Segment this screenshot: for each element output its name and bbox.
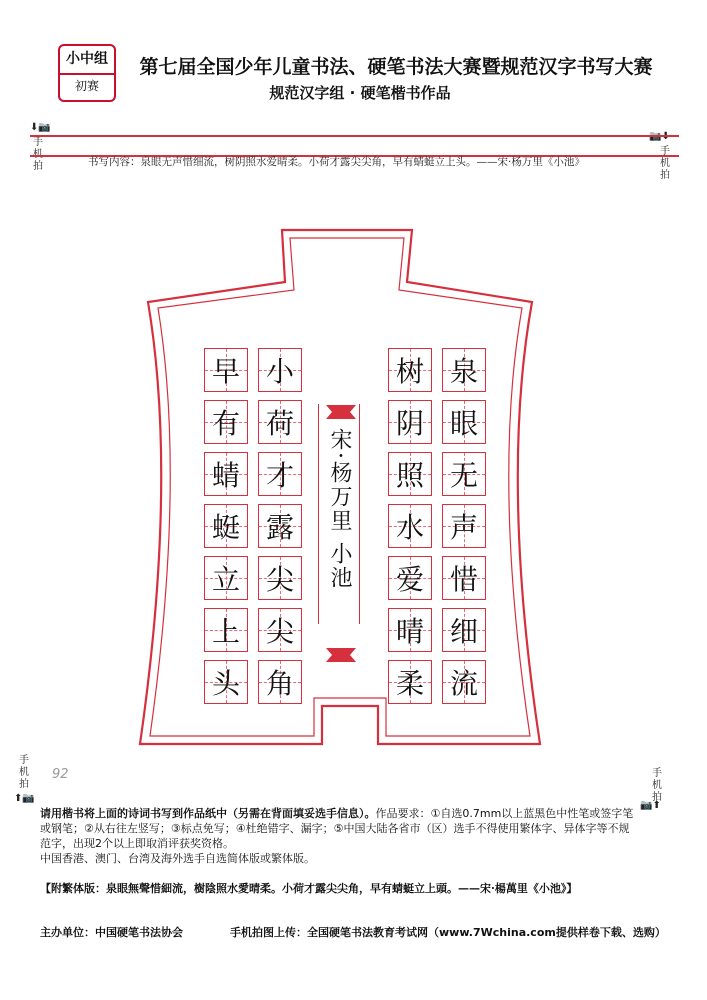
badge-group: 小中组 xyxy=(60,46,114,75)
left-grid xyxy=(204,348,302,704)
instructions-overseas: 中国香港、澳门、台湾及海外选手自选简体版或繁体版。 xyxy=(40,852,315,865)
camera-icon: 📷 xyxy=(649,131,662,142)
char-cell: 上 xyxy=(211,615,240,648)
group-badge xyxy=(58,44,116,102)
char-cell: 爱 xyxy=(395,563,424,596)
char-cell: 早 xyxy=(211,355,240,388)
side-label-bottom-left: 手机拍 xyxy=(19,755,29,790)
writing-content: 书写内容：泉眼无声惜细流，树阴照水爱晴柔。小荷才露尖尖角，早有蜻蜓立上头。——宋·杨万里《小池》 xyxy=(88,156,585,168)
side-label-top-left: 手机拍 xyxy=(33,137,43,172)
char-cell: 露 xyxy=(265,511,294,544)
char-cell: 角 xyxy=(265,667,294,700)
char-cell: 有 xyxy=(211,407,240,440)
arrow-down-icon: ⬇ xyxy=(30,122,39,133)
char-cell: 阴 xyxy=(395,407,424,440)
side-label-bottom-right: 手机拍 xyxy=(652,768,662,803)
char-cell: 头 xyxy=(211,667,240,700)
ribbon-bottom-icon xyxy=(326,648,356,662)
char-cell: 细 xyxy=(449,615,478,648)
camera-marker-bottom-right xyxy=(640,800,661,811)
char-cell: 荷 xyxy=(265,407,294,440)
char-cell: 无 xyxy=(449,459,478,492)
side-label-top-right: 手机拍 xyxy=(660,146,670,181)
char-cell: 尖 xyxy=(265,615,294,648)
traditional-version: 【附繁体版：泉眼無聲惜細流，樹陰照水愛晴柔。小荷才露尖尖角，早有蜻蜓立上頭。——宋·楊萬里《小池》】 xyxy=(40,882,578,895)
poem-signature: 宋·杨万里 小池 xyxy=(327,428,352,590)
char-cell: 照 xyxy=(395,459,424,492)
char-cell: 晴 xyxy=(395,615,424,648)
char-cell: 小 xyxy=(265,355,294,388)
char-cell: 流 xyxy=(449,667,478,700)
char-cell: 蜓 xyxy=(211,511,240,544)
contest-title: 第七届全国少年儿童书法、硬笔书法大赛暨规范汉字书写大赛 xyxy=(139,56,653,78)
pencil-mark: 92 xyxy=(52,767,69,782)
camera-icon: 📷 xyxy=(640,800,653,811)
char-cell: 立 xyxy=(211,563,240,596)
instructions xyxy=(40,806,640,866)
badge-round: 初赛 xyxy=(74,79,99,93)
char-cell: 惜 xyxy=(449,563,478,596)
camera-icon: 📷 xyxy=(22,793,35,804)
char-cell: 泉 xyxy=(449,355,478,388)
right-grid xyxy=(388,348,486,704)
arrow-up-icon: ⬆ xyxy=(14,793,23,804)
organizer: 主办单位：中国硬笔书法协会 xyxy=(40,926,183,939)
arrow-up-icon: ⬆ xyxy=(652,800,661,811)
camera-marker-top-left xyxy=(30,122,51,133)
char-cell: 尖 xyxy=(265,563,294,596)
char-cell: 蜻 xyxy=(211,459,240,492)
contest-subtitle: 规范汉字组 · 硬笔楷书作品 xyxy=(269,84,451,102)
arrow-down-icon: ⬇ xyxy=(661,131,670,142)
camera-marker-bottom-left xyxy=(14,793,35,804)
char-cell: 树 xyxy=(395,355,424,388)
char-cell: 眼 xyxy=(449,407,478,440)
char-cell: 才 xyxy=(265,459,294,492)
char-cell: 声 xyxy=(449,511,478,544)
char-cell: 水 xyxy=(395,511,424,544)
char-cell: 柔 xyxy=(395,667,424,700)
camera-icon: 📷 xyxy=(38,122,51,133)
upload-info: 手机拍图上传：全国硬笔书法教育考试网（www.7Wchina.com提供样卷下载、选购） xyxy=(230,926,666,939)
instructions-requirements: 作品要求：①自选0.7mm以上蓝黑色中性笔或签字笔或钢笔；②从右往左竖写；③标点免写；④杜绝错字、漏字；⑤中国大陆各省市（区）选手不得使用繁体字、异体字等不规范字，出现2个以上即取消评获奖资格。 xyxy=(40,807,634,850)
instructions-lead: 请用楷书将上面的诗词书写到作品纸中（另需在背面填妥选手信息）。 xyxy=(40,807,376,820)
